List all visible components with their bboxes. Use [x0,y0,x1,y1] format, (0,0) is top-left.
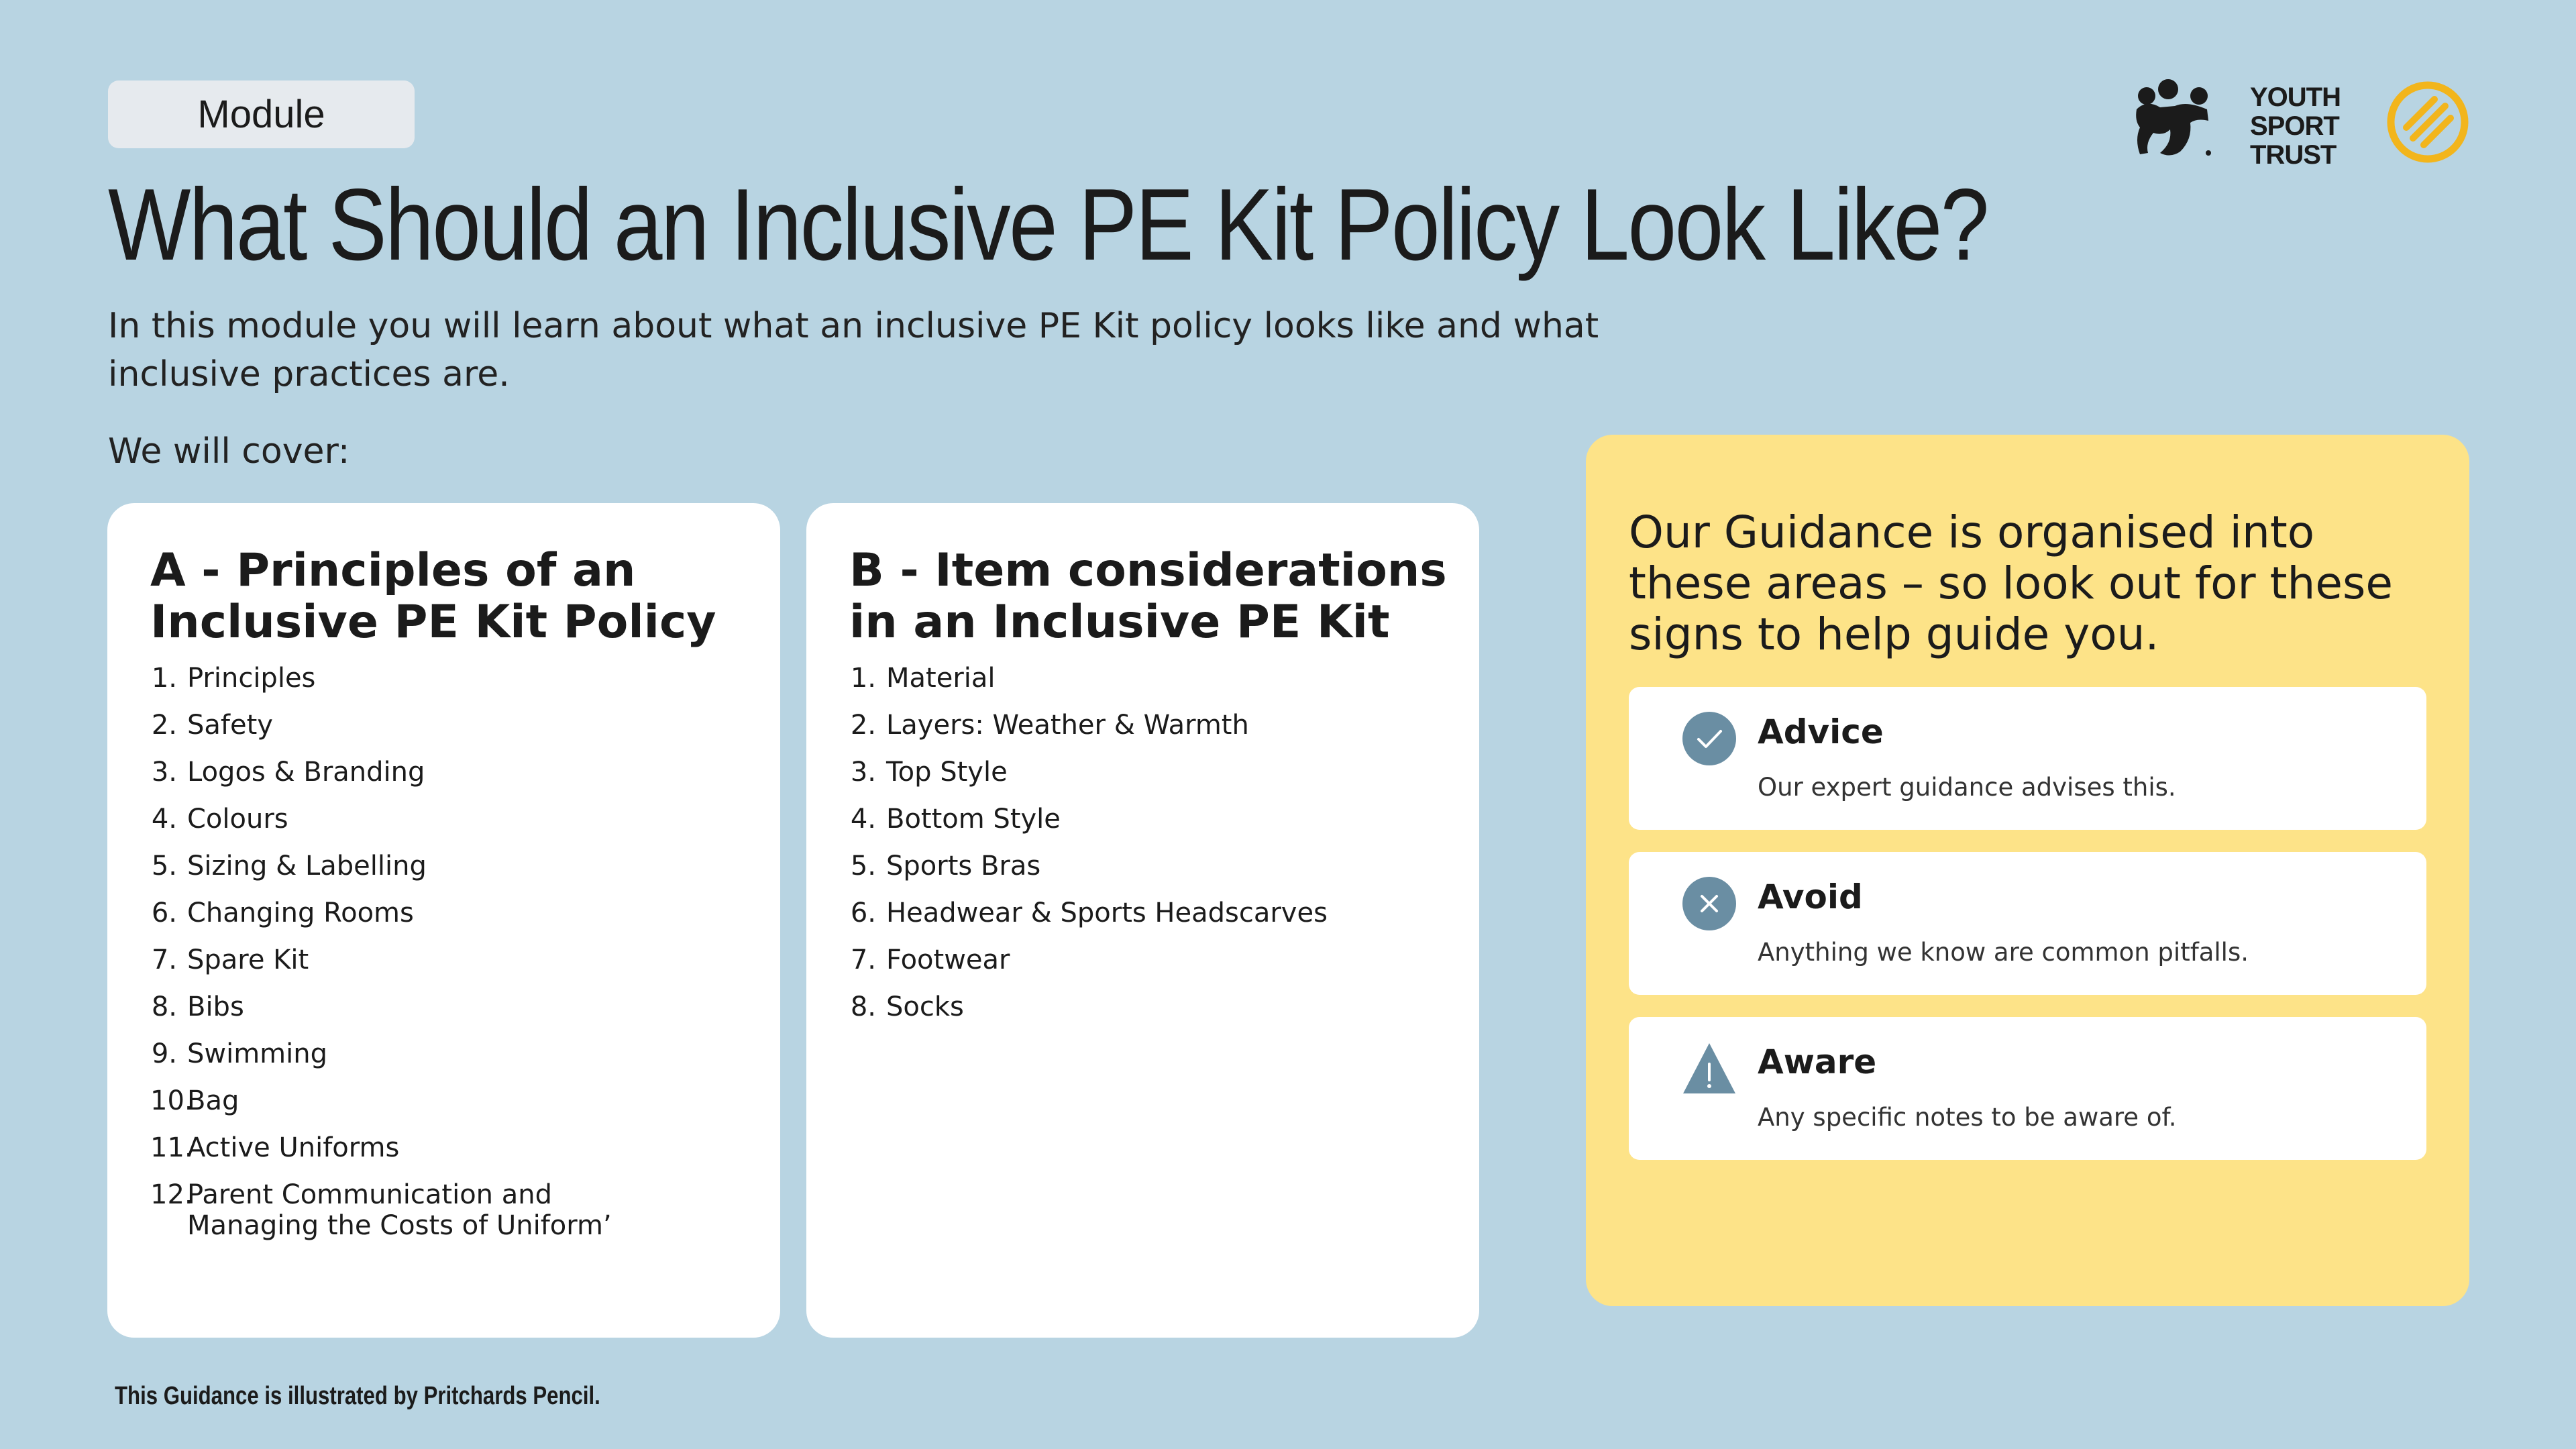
section-a-card [107,503,780,1338]
list-item: 6. Headwear & Sports Headscarves [850,898,1328,928]
list-item: 4. Bottom Style [850,804,1061,835]
advice-label: Advice [1758,712,1884,751]
section-a-list [150,663,737,1241]
list-item: 8. Bibs [151,991,244,1022]
cross-circle-icon [1682,876,1737,931]
logo-text: YOUTH SPORT TRUST [2250,83,2341,170]
section-b-list [849,663,1436,1022]
avoid-label: Avoid [1758,877,1863,916]
check-circle-icon [1682,711,1737,766]
section-b-card [806,503,1479,1338]
list-item: 9. Swimming [151,1038,328,1069]
brand-emblem-icon [2386,80,2469,164]
list-item: 1. Principles [151,663,316,694]
cover-label: We will cover: [108,431,350,472]
section-a-heading: A - Principles of an Inclusive PE Kit Policy [150,544,716,649]
list-item: 8. Socks [850,991,964,1022]
intro-text: In this module you will learn about what an inclusive PE Kit policy looks like and what inclusive practices are. [108,306,1599,394]
list-item: 1. Material [850,663,996,694]
list-item: 6. Changing Rooms [151,898,414,928]
list-item: 3. Logos & Branding [151,757,425,788]
list-item: 7. Footwear [850,945,1010,975]
list-item: 10. Bag [150,1085,239,1116]
module-badge: Module [108,80,415,148]
guidance-panel [1586,435,2469,1306]
list-item: 7. Spare Kit [151,945,309,975]
list-item: 11. Active Uniforms [150,1132,400,1163]
advice-description: Our expert guidance advises this. [1758,773,2176,802]
list-item: 5. Sizing & Labelling [151,851,427,881]
list-item: 4. Colours [151,804,288,835]
list-item: 5. Sports Bras [850,851,1041,881]
list-item: 2. Layers: Weather & Warmth [850,710,1249,741]
avoid-card [1629,852,2426,995]
list-item: 3. Top Style [850,757,1008,788]
aware-description: Any specific notes to be aware of. [1758,1103,2177,1132]
illustration-credit: This Guidance is illustrated by Pritchards Pencil. [115,1382,600,1410]
page-title: What Should an Inclusive PE Kit Policy Look Like? [108,168,1988,282]
section-b-heading: B - Item considerations in an Inclusive PE Kit [849,544,1447,649]
advice-card [1629,687,2426,830]
aware-label: Aware [1758,1042,1877,1081]
guidance-heading: Our Guidance is organised into these areas – so look out for these signs to help guide you. [1629,506,2393,660]
warning-triangle-icon [1682,1041,1737,1096]
aware-card [1629,1017,2426,1160]
list-item: 12. Parent Communication and Managing the Costs of Uniform’ [150,1179,612,1241]
list-item: 2. Safety [151,710,273,741]
avoid-description: Anything we know are common pitfalls. [1758,938,2249,967]
